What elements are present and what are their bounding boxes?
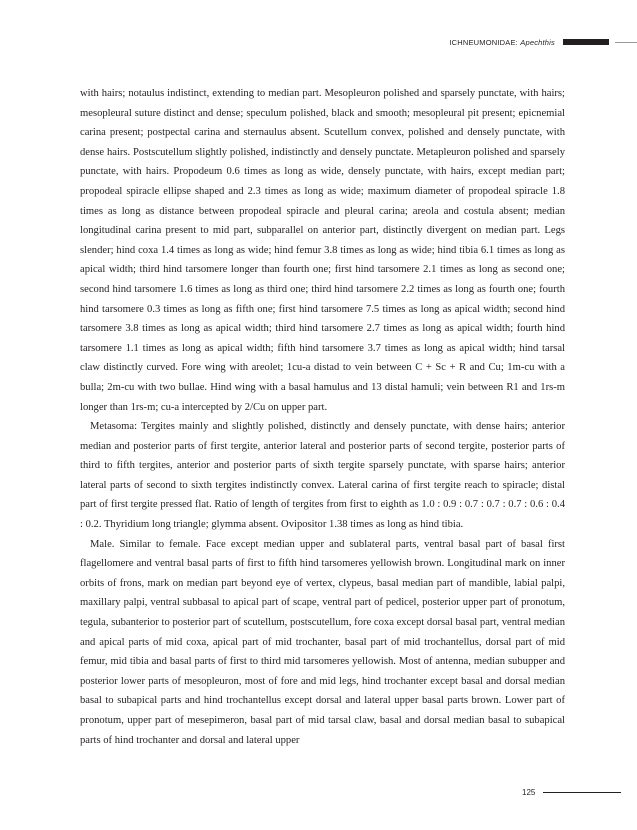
folio: [522, 788, 621, 797]
running-head-genus: Apechthis: [520, 37, 555, 47]
running-head-family: ICHNEUMONIDAE:: [449, 37, 518, 47]
running-head-bar: [563, 39, 609, 45]
paragraph-metasoma: Metasoma: Tergites mainly and slightly polished, distinctly and densely punctate, with dense hairs; anterior median and posterior parts of first tergite, anterior lateral and posterior parts of second tergite, posterior parts of third to fifth tergites, anterior and posterior parts of sixth tergite sparsely punctate, with sparse hairs; anterior lateral parts of second to sixth tergites indistinctly convex. Lateral carina of first tergite reach to spiracle; distal part of first tergite pressed flat. Ratio of length of tergites from first to eighth as 1.0 : 0.9 : 0.7 : 0.7 : 0.7 : 0.6 : 0.4 : 0.2. Thyridium long triangle; glymma absent. Ovipositor 1.38 times as long as hind tibia.: [80, 421, 565, 531]
folio-rule: [543, 792, 621, 793]
running-head: [449, 36, 637, 48]
paragraph-male: Male. Similar to female. Face except median upper and sublateral parts, ventral basal part of basal first flagellomere and ventral basal parts of first to fifth hind tarsomeres yellowish brown. Longitudinal mark on inner orbits of frons, mark on median part beyond eye of vertex, clypeus, basal median part of mandible, labial palpi, maxillary palpi, ventral subbasal to apical part of scape, ventral part of pedicel, posterior upper part of pronotum, tegula, subanterior to posterior part of scutellum, postscutellum, fore coxa except dorsal basal part, ventral median and apical parts of mid coxa, apical part of mid trochanter, basal part of mid trochantellus, dorsal part of mid femur, mid tibia and basal parts of first to third mid tarsomeres yellowish. Most of antenna, median subupper and posterior lower parts of mesopleuron, most of fore and mid legs, hind trochanter except basal and dorsal median basal to subapical parts and hind trochantellus except dorsal and lateral upper basal parts brown. Lower part of pronotum, upper part of mesepimeron, basal part of mid tarsal claw, basal and dorsal median basal to subapical parts of hind trochanter and dorsal and lateral upper: [80, 538, 565, 746]
running-head-title: [449, 38, 555, 47]
running-head-rule: [615, 42, 637, 43]
page-number: 125: [522, 788, 536, 797]
body-text: [80, 84, 565, 750]
paragraph-continued: with hairs; notaulus indistinct, extending to median part. Mesopleuron polished and sparsely punctate, with hairs; mesopleural suture distinct and dense; speculum polished, black and smooth; mesopleural pit present; epicnemial carina present; postpectal carina and sternaulus absent. Scutellum convex, polished and densely punctate, with dense hairs. Postscutellum slightly polished, indistinctly and densely punctate. Metapleuron polished and sparsely punctate, with hairs. Propodeum 0.6 times as long as wide, densely punctate, with hairs, except median part; propodeal spiracle ellipse shaped and 2.3 times as long as wide; maximum diameter of propodeal spiracle 1.8 times as long as distance between propodeal spiracle and pleural carina; areola and costula absent; median longitudinal carina present to mid part, subparallel on anterior part, distinctly divergent on median part. Legs slender; hind coxa 1.4 times as long as wide; hind femur 3.8 times as long as wide; hind tibia 6.1 times as long as apical width; third hind tarsomere longer than fourth one; first hind tarsomere 2.1 times as long as second one; second hind tarsomere 1.6 times as long as third one; third hind tarsomere 2.2 times as long as fourth one; fourth hind tarsomere 0.3 times as long as fifth one; first hind tarsomere 7.5 times as long as apical width; second hind tarsomere 3.8 times as long as apical width; third hind tarsomere 2.7 times as long as apical width; fourth hind tarsomere 1.1 times as long as apical width; fifth hind tarsomere 3.7 times as long as apical width; hind tarsal claw distinctly curved. Fore wing with areolet; 1cu-a distad to vein between C + Sc + R and Cu; 1m-cu with a bulla; 2m-cu with two bullae. Hind wing with a basal hamulus and 13 distal hamuli; vein between R1 and 1rs-m longer than 1rs-m; cu-a intercepted by 2/Cu on upper part.: [80, 88, 565, 413]
